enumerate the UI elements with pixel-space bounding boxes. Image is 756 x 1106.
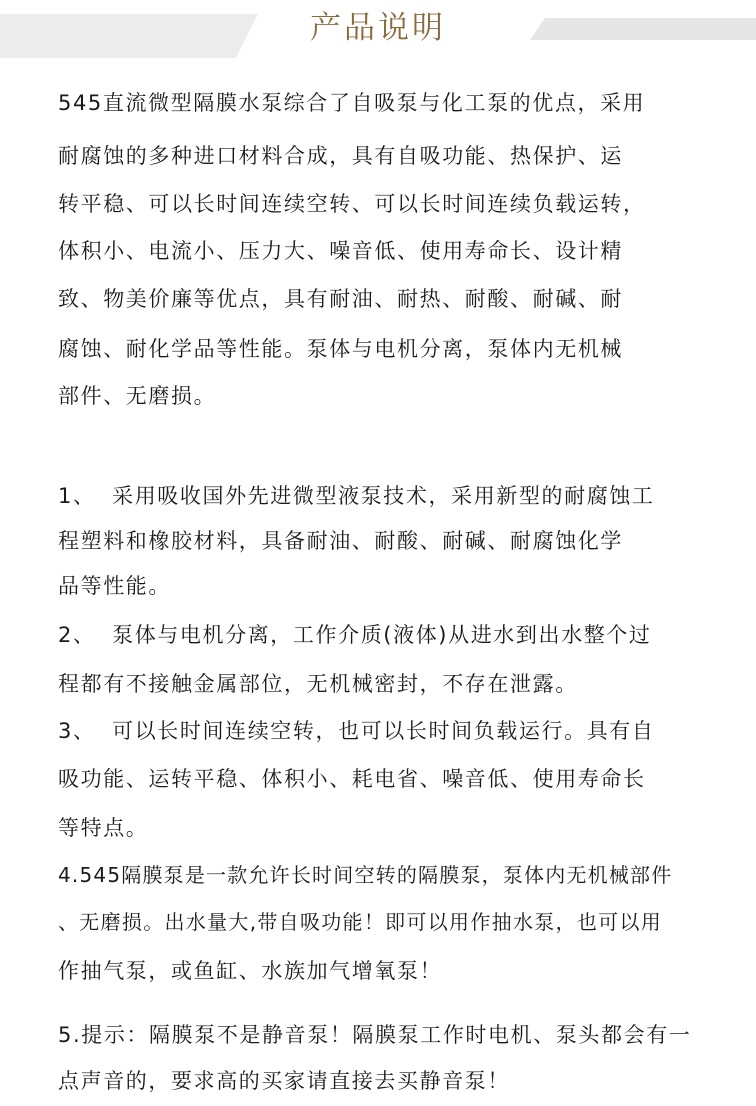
- feature-line-4: 2、 泵体与电机分离，工作介质(液体)从进水到出水整个过: [58, 623, 652, 647]
- feature-line-7: 吸功能、运转平稳、体积小、耗电省、噪音低、使用寿命长: [58, 767, 646, 791]
- intro-line-3: 转平稳、可以长时间连续空转、可以长时间连续负载运转，: [58, 192, 646, 216]
- page-title: 产品说明: [310, 10, 446, 46]
- feature-line-6: 3、 可以长时间连续空转，也可以长时间负载运行。具有自: [58, 719, 655, 743]
- feature-line-13: 点声音的，要求高的买家请直接去买静音泵！: [58, 1069, 510, 1093]
- feature-line-12: 5.提示：隔膜泵不是静音泵！隔膜泵工作时电机、泵头都会有一: [58, 1023, 692, 1047]
- intro-line-1: 545直流微型隔膜水泵综合了自吸泵与化工泵的优点，采用: [58, 91, 646, 115]
- feature-line-9: 4.545隔膜泵是一款允许长时间空转的隔膜泵，泵体内无机械部件: [58, 863, 673, 887]
- feature-line-5: 程都有不接触金属部位，无机械密封，不存在泄露。: [58, 672, 578, 696]
- feature-line-3: 品等性能。: [58, 574, 171, 598]
- intro-line-7: 部件、无磨损。: [58, 384, 217, 408]
- intro-line-4: 体积小、电流小、压力大、噪音低、使用寿命长、设计精: [58, 239, 623, 263]
- intro-line-6: 腐蚀、耐化学品等性能。泵体与电机分离，泵体内无机械: [58, 337, 623, 361]
- feature-line-11: 作抽气泵，或鱼缸、水族加气增氧泵！: [58, 959, 443, 983]
- intro-line-2: 耐腐蚀的多种进口材料合成，具有自吸功能、热保护、运: [58, 144, 623, 168]
- intro-line-5: 致、物美价廉等优点，具有耐油、耐热、耐酸、耐碱、耐: [58, 287, 623, 311]
- feature-line-1: 1、 采用吸收国外先进微型液泵技术，采用新型的耐腐蚀工: [58, 484, 655, 508]
- feature-line-10: 、无磨损。出水量大,带自吸功能！即可以用作抽水泵，也可以用: [58, 910, 663, 934]
- header-banner: [0, 0, 756, 60]
- feature-line-2: 程塑料和橡胶材料，具备耐油、耐酸、耐碱、耐腐蚀化学: [58, 529, 623, 553]
- feature-line-8: 等特点。: [58, 816, 149, 840]
